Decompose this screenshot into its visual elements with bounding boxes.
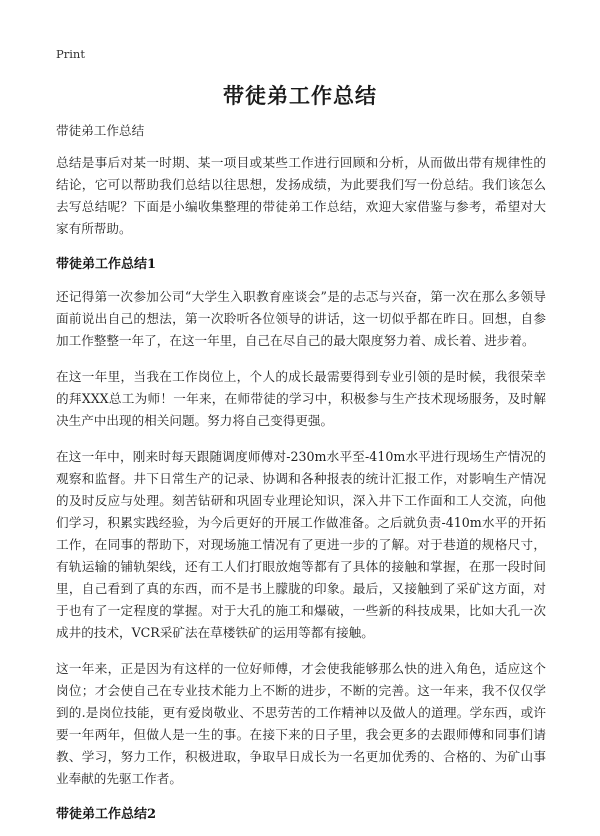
intro-paragraph: 总结是事后对某一时期、某一项目或某些工作进行回顾和分析，从而做出带有规律性的结论，它可以帮助我们总结以往思想，发扬成绩，为此要我们写一份总结。我们该怎么去写总结呢？下面是小编收集整理的带徒弟工作总结，欢迎大家借鉴与参考，希望对大家有所帮助。	[56, 155, 546, 236]
section-paragraph: 在这一年里，当我在工作岗位上，个人的成长最需要得到专业引领的是时候，我很荣幸的拜XXX总工为师！一年来，在师带徒的学习中，积极参与生产技术现场服务，及时解决生产中出现的相关问题。努力将自己变得更强。	[56, 369, 546, 428]
section-heading: 带徒弟工作总结2	[56, 807, 157, 822]
page-title: 带徒弟工作总结	[223, 83, 377, 108]
section-1	[56, 254, 546, 790]
document-subtitle: 带徒弟工作总结	[56, 123, 145, 138]
print-link[interactable]: Print	[56, 47, 85, 61]
section-paragraph: 还记得第一次参加公司“大学生入职教育座谈会”是的忐忑与兴奋，第一次在那么多领导面前说出自己的想法，第一次聆听各位领导的讲话，这一切似乎都在昨日。回想，自参加工作整整一年了，在这一年里，自己在尽自己的最大限度努力着、成长着、进步着。	[56, 289, 546, 348]
section-paragraph: 在这一年中，刚来时每天跟随调度师傅对-230m水平至-410m水平进行现场生产情况的观察和监督。井下日常生产的记录、协调和各种报表的统计汇报工作，对影响生产情况的及时反应与处理。刻苦钻研和巩固专业理论知识，深入井下工作面和工人交流，向他们学习，积累实践经验，为今后更好的开展工作做准备。之后就负责-410m水平的开拓工作，在同事的帮助下，对现场施工情况有了更进一步的了解。对于巷道的规格尺寸，有轨运输的铺轨架线，还有工人们打眼放炮等都有了具体的接触和掌握，在那一段时间里，自己看到了真的东西，而不是书上朦胧的印象。最后，又接触到了采矿这方面，对于也有了一定程度的掌握。对于大孔的施工和爆破，一些新的科技成果，比如大孔一次成井的技术，VCR采矿法在草楼铁矿的运用等都有接触。	[56, 449, 546, 640]
section-2	[56, 804, 546, 826]
section-paragraph: 这一年来，正是因为有这样的一位好师傅，才会使我能够那么快的进入角色，适应这个岗位；才会使自己在专业技术能力上不断的进步，不断的完善。这一年来，我不仅仅学到的.是岗位技能，更有爱岗敬业、不思劳苦的工作精神以及做人的道理。学东西，或许要一年两年，但做人是一生的事。在接下来的日子里，我会更多的去跟师傅和同事们请教、学习，努力工作，积极进取，争取早日成长为一名更加优秀的、合格的、为矿山事业奉献的先驱工作者。	[56, 661, 546, 786]
section-heading: 带徒弟工作总结1	[56, 257, 157, 272]
document-body	[56, 120, 546, 836]
